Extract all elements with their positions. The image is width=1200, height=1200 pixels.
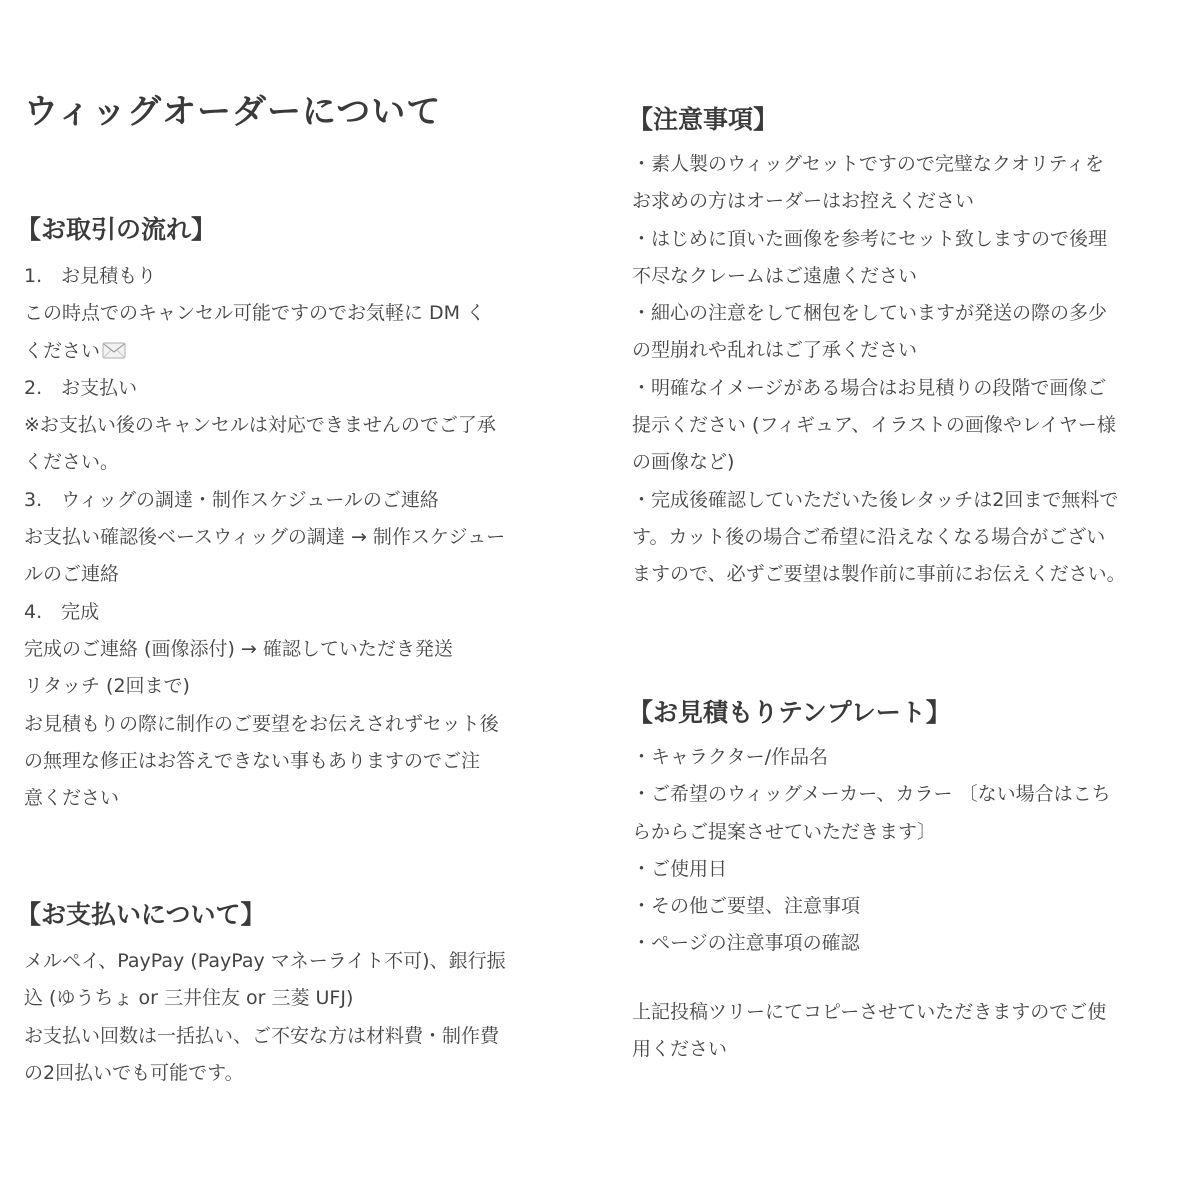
flow-line: ルのご連絡 — [24, 563, 120, 586]
flow-body — [24, 258, 505, 817]
notes-line: の画像など) — [632, 451, 735, 474]
payment-line: の2回払いでも可能です。 — [24, 1061, 244, 1084]
flow-line: お支払い確認後ベースウィッグの調達 → 制作スケジュー — [24, 526, 506, 549]
notes-line: ・素人製のウィッグセットですので完璧なクオリティを — [632, 153, 1104, 175]
flow-line: 1. お見積もり — [24, 265, 157, 287]
template-footer-line: 用ください — [632, 1038, 728, 1061]
page-title: ウィッグオーダーについて — [24, 92, 442, 132]
template-line: らからご提案させていただきます〕 — [632, 820, 937, 843]
flow-line-with-icon — [24, 333, 505, 370]
flow-heading: 【お取引の流れ】 — [16, 215, 217, 244]
flow-line: リタッチ (2回まで) — [24, 675, 190, 698]
flow-line: 完成のご連絡 (画像添付) → 確認していただき発送 — [24, 637, 453, 660]
payment-line: お支払い回数は一括払い、ご不安な方は材料費・制作費 — [24, 1024, 500, 1047]
notes-line: ・はじめに頂いた画像を参考にセット致しますので後理 — [632, 227, 1108, 250]
template-line: ・ご希望のウィッグメーカー、カラー 〔ない場合はこち — [632, 783, 1111, 806]
template-line: ・ご使用日 — [632, 857, 728, 880]
flow-line: 3. ウィッグの調達・制作スケジュールのご連絡 — [24, 488, 439, 511]
template-heading: 【お見積もりテンプレート】 — [628, 698, 951, 727]
flow-line: この時点でのキャンセル可能ですのでお気軽に DM く — [24, 302, 486, 325]
notes-line: ・細心の注意をして梱包をしていますが発送の際の多少 — [632, 302, 1108, 325]
notes-line: ・完成後確認していただいた後レタッチは2回まで無料で — [632, 488, 1119, 511]
notes-line: ますので、必ずご要望は製作前に事前にお伝えください。 — [632, 563, 1126, 586]
payment-line: メルペイ、PayPay (PayPay マネーライト不可)、銀行振 — [24, 950, 506, 972]
notes-line: の型崩れや乱れはご了承ください — [632, 339, 918, 362]
notes-line: お求めの方はオーダーはお控えください — [632, 190, 975, 213]
flow-line: お見積もりの際に制作のご要望をお伝えされずセット後 — [24, 712, 499, 735]
payment-heading: 【お支払いについて】 — [16, 900, 266, 929]
flow-line: 意ください — [24, 787, 120, 810]
template-line: ・キャラクター/作品名 — [632, 746, 829, 768]
flow-line: ※お支払い後のキャンセルは対応できませんのでご了承 — [24, 414, 496, 437]
payment-body — [24, 943, 506, 1092]
notes-line: 提示ください (フィギュア、イラストの画像やレイヤー様 — [632, 414, 1116, 437]
notes-line: す。カット後の場合ご希望に沿えなくなる場合がござい — [632, 525, 1106, 548]
template-line: ・ページの注意事項の確認 — [632, 932, 860, 955]
template-body — [632, 739, 1111, 963]
flow-line: の無理な修正はお答えできない事もありますのでご注 — [24, 749, 481, 772]
flow-line: 2. お支払い — [24, 376, 138, 399]
notes-heading: 【注意事項】 — [628, 105, 779, 134]
template-footer-line: 上記投稿ツリーにてコピーさせていただきますのでご使 — [632, 1001, 1107, 1023]
flow-line-text: ください — [24, 339, 101, 362]
notes-body — [632, 146, 1126, 594]
flow-line: 4. 完成 — [24, 600, 100, 623]
envelope-icon — [102, 342, 126, 359]
payment-line: 込 (ゆうちょ or 三井住友 or 三菱 UFJ) — [24, 987, 354, 1010]
notes-line: 不尽なクレームはご遠慮ください — [632, 264, 918, 287]
template-line: ・その他ご要望、注意事項 — [632, 895, 861, 918]
flow-line: ください。 — [24, 451, 120, 474]
template-footer — [632, 994, 1106, 1069]
notes-line: ・明確なイメージがある場合はお見積りの段階で画像ご — [632, 376, 1107, 399]
